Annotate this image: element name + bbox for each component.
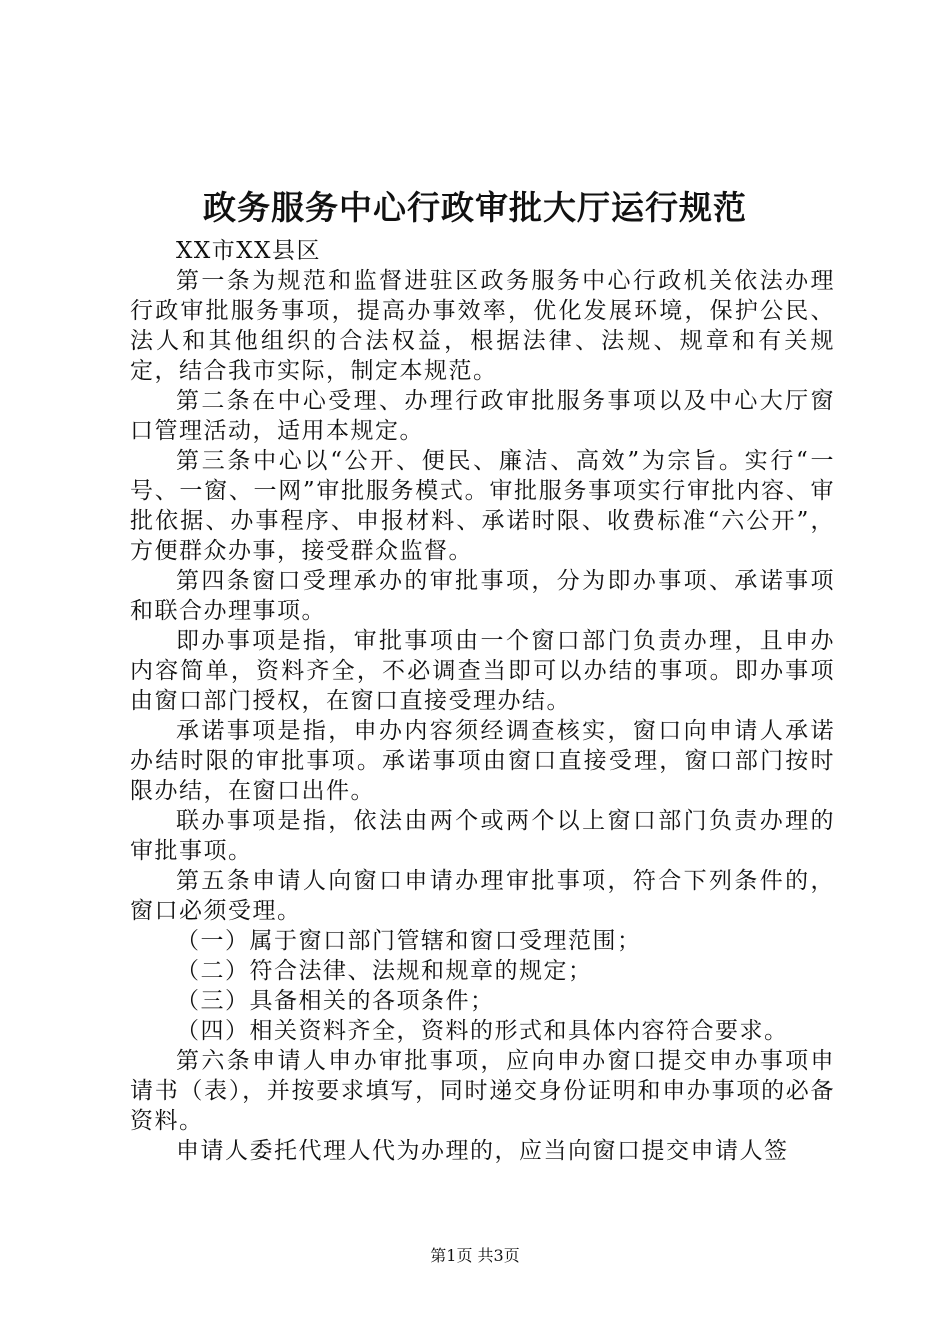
- list-item-condition-2: （二）符合法律、法规和规章的规定；: [176, 958, 593, 984]
- document-body: [130, 236, 835, 1166]
- list-item-condition-4: （四）相关资料齐全，资料的形式和具体内容符合要求。: [176, 1018, 789, 1044]
- paragraph-article-6: 第六条申请人申办审批事项，应向申办窗口提交申办事项申请书（表），并按要求填写，同时递交身份证明和申办事项的必备资料。: [130, 1048, 835, 1134]
- list-item-condition-1: （一）属于窗口部门管辖和窗口受理范围；: [176, 928, 642, 954]
- paragraph-promised-items: 承诺事项是指，申办内容须经调查核实，窗口向申请人承诺办结时限的审批事项。承诺事项由窗口直接受理，窗口部门按时限办结，在窗口出件。: [130, 718, 835, 804]
- paragraph-joint-items: 联办事项是指，依法由两个或两个以上窗口部门负责办理的审批事项。: [130, 808, 835, 864]
- paragraph-article-4: 第四条窗口受理承办的审批事项，分为即办事项、承诺事项和联合办理事项。: [130, 568, 835, 624]
- paragraph-article-2: 第二条在中心受理、办理行政审批服务事项以及中心大厅窗口管理活动，适用本规定。: [130, 388, 835, 444]
- paragraph-article-3: 第三条中心以“公开、便民、廉洁、高效”为宗旨。实行“一号、一窗、一网”审批服务模式。审批服务事项实行审批内容、审批依据、办事程序、申报材料、承诺时限、收费标准“六公开”，方便群众办事，接受群众监督。: [130, 448, 835, 564]
- paragraph-immediate-items: 即办事项是指，审批事项由一个窗口部门负责办理，且申办内容简单，资料齐全，不必调查当即可以办结的事项。即办事项由窗口部门授权，在窗口直接受理办结。: [130, 628, 835, 714]
- list-item-condition-3: （三）具备相关的各项条件；: [176, 988, 495, 1014]
- paragraph-proxy-application: 申请人委托代理人代为办理的，应当向窗口提交申请人签: [176, 1138, 789, 1164]
- document-title: 政务服务中心行政审批大厅运行规范: [203, 188, 747, 227]
- paragraph-article-5: 第五条申请人向窗口申请办理审批事项，符合下列条件的，窗口必须受理。: [130, 868, 835, 924]
- location-line: XX市XX县区: [176, 238, 321, 264]
- paragraph-article-1: 第一条为规范和监督进驻区政务服务中心行政机关依法办理行政审批服务事项，提高办事效率，优化发展环境，保护公民、法人和其他组织的合法权益，根据法律、法规、规章和有关规定，结合我市实际，制定本规范。: [130, 268, 835, 384]
- page-number-footer: 第1页 共3页: [430, 1246, 520, 1265]
